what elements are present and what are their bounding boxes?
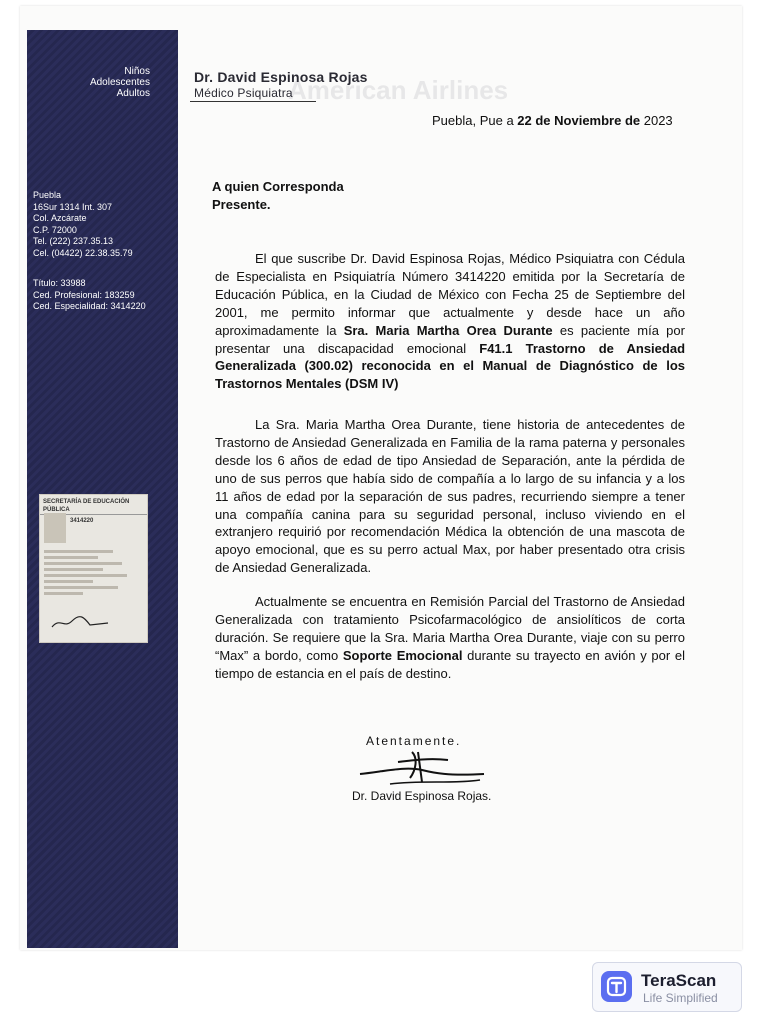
- p1-diagnosis: F41.1 Trastorno de Ansiedad Generalizada (300.02) reconocida en el Manual de Diagnóstico de los Trastornos Mentales (DSM IV): [215, 340, 686, 392]
- greeting-line-2: Presente.: [212, 197, 271, 212]
- p2-text: La Sra. Maria Martha Orea Durante, tiene historia de antecedentes de Trastorno de Ansiedad Generalizada en Familia de la rama paterna y personales desde los 6 años de edad de tipo Ansiedad de Separación, ante la pérdida de uno de sus perros que había sido de compañía a lo largo de su infancia y a los 11 años de edad por la separación de sus padres, recurriendo siempre a tener una compañía canina para su seguridad personal, incluso viviendo en el extranjero requirió por recomendación Médica la obtención de una mascota de apoyo emocional, que es su perro actual Max, por haber presentado otra crisis de Ansiedad Generalizada.: [215, 417, 685, 576]
- patient-groups: [90, 66, 150, 99]
- date-year: 2023: [640, 113, 673, 128]
- p1-middle: es paciente mía por presentar una discapacidad emocional: [215, 322, 685, 356]
- office-address: [33, 190, 133, 259]
- doctor-name: Dr. David Espinosa Rojas: [194, 69, 368, 85]
- paragraph-2: [215, 416, 685, 577]
- p3-intro: Actualmente se encuentra en Remisión Parcial del Trastorno de Ansiedad Generalizada con tratamiento Psicofarmacológico de ansiolíticos de corta duración. Se requiere que la Sra. Maria Martha Orea Durante, viaje con su perro “Max” a bordo, como: [215, 594, 685, 663]
- cedula-photo: [44, 513, 66, 543]
- doctor-title: Médico Psiquiatra: [194, 86, 293, 100]
- tag-adolescentes: Adolescentes: [89, 77, 150, 88]
- credential-especialidad: Ced. Especialidad: 3414220: [33, 301, 146, 311]
- p3-support: Soporte Emocional: [342, 647, 463, 663]
- terascan-tagline: Life Simplified: [643, 991, 718, 1005]
- credentials: [33, 278, 146, 313]
- date-day-month: 22 de Noviembre de: [517, 113, 641, 128]
- tag-adultos: Adultos: [116, 88, 150, 99]
- address-phone: Tel. (222) 237.35.13: [33, 236, 114, 246]
- sidebar-bar: [27, 30, 178, 948]
- signer-name: Dr. David Espinosa Rojas.: [352, 789, 492, 803]
- address-cell: Cel. (04422) 22.38.35.79: [33, 247, 133, 258]
- cedula-number: 3414220: [70, 518, 94, 524]
- address-cp: C.P. 72000: [33, 224, 77, 235]
- address-city: Puebla: [33, 190, 62, 200]
- terascan-brand: TeraScan: [641, 971, 717, 990]
- p1-patient-name: Sra. Maria Martha Orea Durante: [343, 322, 553, 338]
- cedula-header: SECRETARÍA DE EDUCACIÓN PÚBLICA: [40, 495, 147, 515]
- cedula-signature: [50, 613, 110, 631]
- p3-end: durante su trayecto en avión y por el tiempo de estancia en el país de destino.: [215, 647, 686, 681]
- letter-date: [432, 113, 673, 128]
- signature: [352, 744, 492, 790]
- date-prefix: Puebla, Pue a: [432, 113, 518, 128]
- paragraph-1: [215, 250, 685, 393]
- credential-titulo: Título: 33988: [33, 278, 86, 288]
- terascan-logo-icon: [601, 971, 632, 1002]
- closing: Atentamente.: [366, 734, 462, 748]
- terascan-watermark: [592, 962, 742, 1012]
- address-street: 16Sur 1314 Int. 307: [33, 201, 113, 212]
- address-colonia: Col. Azcárate: [33, 213, 87, 223]
- p1-intro: El que suscribe Dr. David Espinosa Rojas, Médico Psiquiatra con Cédula de Especialista en Psiquiatría Número 3414220 emitida por la Secretaría de Educación Pública, en la Ciudad de México con Fecha 25 de Septiembre del 2001, me permito informar que actualmente y desde hace un año aproximadamente la: [215, 251, 685, 338]
- cedula-card-image: [39, 494, 148, 643]
- credential-profesional: Ced. Profesional: 183259: [33, 289, 135, 300]
- cedula-text-lines: [44, 547, 142, 598]
- tag-ninos: Niños: [124, 66, 150, 77]
- paragraph-3: [215, 593, 685, 683]
- greeting-line-1: A quien Corresponda: [212, 179, 344, 194]
- header-divider: [190, 101, 316, 102]
